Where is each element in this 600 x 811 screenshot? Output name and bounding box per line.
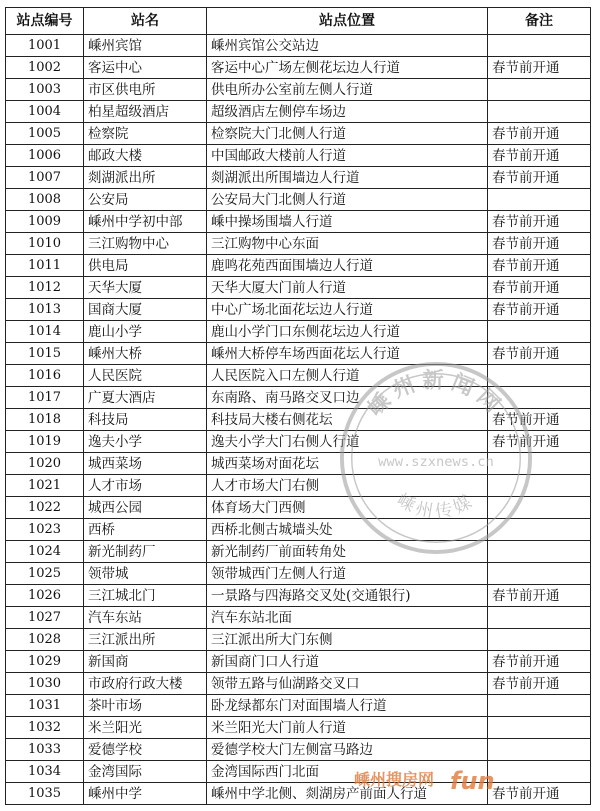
- station-location-cell: 超级酒店左侧停车场边: [207, 101, 488, 123]
- remarks-cell: [488, 629, 591, 651]
- station-name-cell: 三江派出所: [84, 629, 207, 651]
- station-location-cell: 米兰阳光大门前人行道: [207, 717, 488, 739]
- station-name-cell: 西桥: [84, 519, 207, 541]
- station-id-cell: 1018: [6, 409, 84, 431]
- table-row: [6, 79, 591, 101]
- station-id-cell: 1004: [6, 101, 84, 123]
- table-row: [6, 585, 591, 607]
- remarks-cell: [488, 497, 591, 519]
- remarks-cell: 春节前开通: [488, 585, 591, 607]
- station-name-cell: 嵊州大桥: [84, 343, 207, 365]
- station-id-cell: 1021: [6, 475, 84, 497]
- station-name-cell: 汽车东站: [84, 607, 207, 629]
- station-name-cell: 嵊州中学初中部: [84, 211, 207, 233]
- station-location-cell: 新国商门口人行道: [207, 651, 488, 673]
- station-name-cell: 新国商: [84, 651, 207, 673]
- remarks-cell: 春节前开通: [488, 233, 591, 255]
- station-location-cell: 卧龙绿都东门对面围墙人行道: [207, 695, 488, 717]
- station-location-cell: 嵊州中学北侧、剡湖房产前面人行道: [207, 783, 488, 805]
- table-row: [6, 211, 591, 233]
- station-id-cell: 1010: [6, 233, 84, 255]
- remarks-cell: 春节前开通: [488, 431, 591, 453]
- stamp-url-text: www.szxnews.cn: [378, 453, 494, 470]
- station-location-cell: 鹿山小学门口东侧花坛边人行道: [207, 321, 488, 343]
- station-location-cell: 鹿鸣花苑西面围墙边人行道: [207, 255, 488, 277]
- table-row: [6, 519, 591, 541]
- station-id-cell: 1034: [6, 761, 84, 783]
- table-row: [6, 497, 591, 519]
- station-location-cell: 领带五路与仙湖路交叉口: [207, 673, 488, 695]
- table-row: [6, 739, 591, 761]
- table-row: [6, 673, 591, 695]
- remarks-cell: [488, 475, 591, 497]
- station-name-cell: 嵊州宾馆: [84, 35, 207, 57]
- station-id-cell: 1024: [6, 541, 84, 563]
- table-row: [6, 475, 591, 497]
- station-id-cell: 1015: [6, 343, 84, 365]
- table-row: [6, 233, 591, 255]
- remarks-cell: 春节前开通: [488, 211, 591, 233]
- watermark-text: 嵊州搜房网: [354, 770, 435, 789]
- remarks-cell: [488, 189, 591, 211]
- remarks-cell: 春节前开通: [488, 255, 591, 277]
- station-location-cell: 中国邮政大楼前人行道: [207, 145, 488, 167]
- station-id-cell: 1007: [6, 167, 84, 189]
- remarks-cell: 春节前开通: [488, 123, 591, 145]
- station-id-cell: 1008: [6, 189, 84, 211]
- table-row: [6, 299, 591, 321]
- station-location-cell: 三江派出所大门东侧: [207, 629, 488, 651]
- station-name-cell: 三江购物中心: [84, 233, 207, 255]
- station-id-cell: 1020: [6, 453, 84, 475]
- station-id-cell: 1030: [6, 673, 84, 695]
- station-location-cell: 城西菜场对面花坛: [207, 453, 488, 475]
- station-name-cell: 城西公园: [84, 497, 207, 519]
- station-id-cell: 1003: [6, 79, 84, 101]
- station-name-cell: 柏星超级酒店: [84, 101, 207, 123]
- header-remarks: 备注: [488, 8, 591, 35]
- station-id-cell: 1011: [6, 255, 84, 277]
- table-row: [6, 629, 591, 651]
- remarks-cell: 春节前开通: [488, 167, 591, 189]
- remarks-cell: [488, 321, 591, 343]
- table-row: [6, 101, 591, 123]
- table-row: [6, 453, 591, 475]
- station-name-cell: 供电局: [84, 255, 207, 277]
- station-location-cell: 嵊中操场围墙人行道: [207, 211, 488, 233]
- table-row: [6, 167, 591, 189]
- station-location-cell: 新光制药厂前面转角处: [207, 541, 488, 563]
- station-name-cell: 公安局: [84, 189, 207, 211]
- table-row: [6, 607, 591, 629]
- remarks-cell: [488, 739, 591, 761]
- table-row: [6, 409, 591, 431]
- station-name-cell: 城西菜场: [84, 453, 207, 475]
- table-row: [6, 387, 591, 409]
- station-location-cell: 西桥北侧古城墙头处: [207, 519, 488, 541]
- station-name-cell: 客运中心: [84, 57, 207, 79]
- remarks-cell: [488, 387, 591, 409]
- station-location-cell: 嵊州宾馆公交站边: [207, 35, 488, 57]
- station-location-cell: 领带城西门左侧人行道: [207, 563, 488, 585]
- station-id-cell: 1028: [6, 629, 84, 651]
- station-name-cell: 嵊州中学: [84, 783, 207, 805]
- station-name-cell: 新光制药厂: [84, 541, 207, 563]
- table-row: [6, 255, 591, 277]
- station-name-cell: 茶叶市场: [84, 695, 207, 717]
- station-id-cell: 1013: [6, 299, 84, 321]
- station-name-cell: 鹿山小学: [84, 321, 207, 343]
- station-location-cell: 客运中心广场左侧花坛边人行道: [207, 57, 488, 79]
- stamp-bottom-text: 嵊州传媒: [393, 490, 479, 523]
- station-name-cell: 三江城北门: [84, 585, 207, 607]
- table-row: [6, 365, 591, 387]
- table-row: [6, 783, 591, 805]
- station-id-cell: 1012: [6, 277, 84, 299]
- remarks-cell: 春节前开通: [488, 145, 591, 167]
- remarks-cell: 春节前开通: [488, 409, 591, 431]
- table-row: [6, 563, 591, 585]
- station-location-cell: 爱德学校大门左侧富马路边: [207, 739, 488, 761]
- station-location-cell: 科技局大楼右侧花坛: [207, 409, 488, 431]
- table-row: [6, 57, 591, 79]
- station-name-cell: 逸夫小学: [84, 431, 207, 453]
- remarks-cell: 春节前开通: [488, 783, 591, 805]
- remarks-cell: [488, 453, 591, 475]
- station-name-cell: 米兰阳光: [84, 717, 207, 739]
- table-row: [6, 343, 591, 365]
- station-name-cell: 科技局: [84, 409, 207, 431]
- remarks-cell: 春节前开通: [488, 277, 591, 299]
- stamp-top-text: 嵊州新闻网: [363, 368, 509, 422]
- station-name-cell: 市区供电所: [84, 79, 207, 101]
- station-location-cell: 汽车东站北面: [207, 607, 488, 629]
- station-location-cell: 人才市场大门右侧: [207, 475, 488, 497]
- remarks-cell: [488, 761, 591, 783]
- station-name-cell: 检察院: [84, 123, 207, 145]
- remarks-cell: [488, 79, 591, 101]
- table-row: [6, 651, 591, 673]
- station-name-cell: 人民医院: [84, 365, 207, 387]
- header-station-location: 站点位置: [207, 8, 488, 35]
- remarks-cell: [488, 35, 591, 57]
- table-row: [6, 321, 591, 343]
- station-location-cell: 逸夫小学大门右侧人行道: [207, 431, 488, 453]
- remarks-cell: 春节前开通: [488, 673, 591, 695]
- table-row: [6, 189, 591, 211]
- station-id-cell: 1035: [6, 783, 84, 805]
- station-location-cell: 金湾国际西门北面: [207, 761, 488, 783]
- station-location-cell: 嵊州大桥停车场西面花坛人行道: [207, 343, 488, 365]
- station-id-cell: 1025: [6, 563, 84, 585]
- table-row: [6, 145, 591, 167]
- station-id-cell: 1023: [6, 519, 84, 541]
- station-id-cell: 1014: [6, 321, 84, 343]
- station-id-cell: 1001: [6, 35, 84, 57]
- remarks-cell: 春节前开通: [488, 651, 591, 673]
- header-row: [6, 8, 591, 35]
- station-location-cell: 三江购物中心东面: [207, 233, 488, 255]
- header-station-id: 站点编号: [6, 8, 84, 35]
- remarks-cell: [488, 563, 591, 585]
- station-id-cell: 1016: [6, 365, 84, 387]
- station-id-cell: 1026: [6, 585, 84, 607]
- station-id-cell: 1017: [6, 387, 84, 409]
- station-id-cell: 1005: [6, 123, 84, 145]
- remarks-cell: 春节前开通: [488, 299, 591, 321]
- table-row: [6, 717, 591, 739]
- table-row: [6, 541, 591, 563]
- station-location-cell: 一景路与四海路交叉处(交通银行): [207, 585, 488, 607]
- remarks-cell: 春节前开通: [488, 343, 591, 365]
- station-location-cell: 供电所办公室前左侧人行道: [207, 79, 488, 101]
- station-name-cell: 天华大厦: [84, 277, 207, 299]
- remarks-cell: [488, 695, 591, 717]
- remarks-cell: [488, 541, 591, 563]
- remarks-cell: [488, 101, 591, 123]
- station-name-cell: 人才市场: [84, 475, 207, 497]
- station-name-cell: 邮政大楼: [84, 145, 207, 167]
- remarks-cell: [488, 607, 591, 629]
- bike-station-table: [5, 7, 591, 805]
- station-name-cell: 剡湖派出所: [84, 167, 207, 189]
- station-id-cell: 1029: [6, 651, 84, 673]
- station-location-cell: 天华大厦大门前人行道: [207, 277, 488, 299]
- station-location-cell: 剡湖派出所围墙边人行道: [207, 167, 488, 189]
- station-location-cell: 公安局大门北侧人行道: [207, 189, 488, 211]
- station-name-cell: 广夏大酒店: [84, 387, 207, 409]
- table-row: [6, 277, 591, 299]
- station-location-cell: 人民医院入口左侧人行道: [207, 365, 488, 387]
- table-row: [6, 35, 591, 57]
- station-location-cell: 检察院大门北侧人行道: [207, 123, 488, 145]
- station-id-cell: 1033: [6, 739, 84, 761]
- station-id-cell: 1022: [6, 497, 84, 519]
- station-name-cell: 领带城: [84, 563, 207, 585]
- station-id-cell: 1002: [6, 57, 84, 79]
- station-id-cell: 1009: [6, 211, 84, 233]
- remarks-cell: [488, 365, 591, 387]
- remarks-cell: [488, 519, 591, 541]
- table-row: [6, 761, 591, 783]
- station-location-cell: 体育场大门西侧: [207, 497, 488, 519]
- watermark-logo-text: fun: [450, 767, 495, 795]
- station-name-cell: 爱德学校: [84, 739, 207, 761]
- station-location-cell: 东南路、南马路交叉口边: [207, 387, 488, 409]
- remarks-cell: 春节前开通: [488, 57, 591, 79]
- station-location-cell: 中心广场北面花坛边人行道: [207, 299, 488, 321]
- table-row: [6, 431, 591, 453]
- station-name-cell: 市政府行政大楼: [84, 673, 207, 695]
- station-id-cell: 1031: [6, 695, 84, 717]
- station-name-cell: 国商大厦: [84, 299, 207, 321]
- table-row: [6, 695, 591, 717]
- station-id-cell: 1019: [6, 431, 84, 453]
- station-id-cell: 1027: [6, 607, 84, 629]
- station-id-cell: 1032: [6, 717, 84, 739]
- remarks-cell: [488, 717, 591, 739]
- station-id-cell: 1006: [6, 145, 84, 167]
- station-name-cell: 金湾国际: [84, 761, 207, 783]
- table-row: [6, 123, 591, 145]
- header-station-name: 站名: [84, 8, 207, 35]
